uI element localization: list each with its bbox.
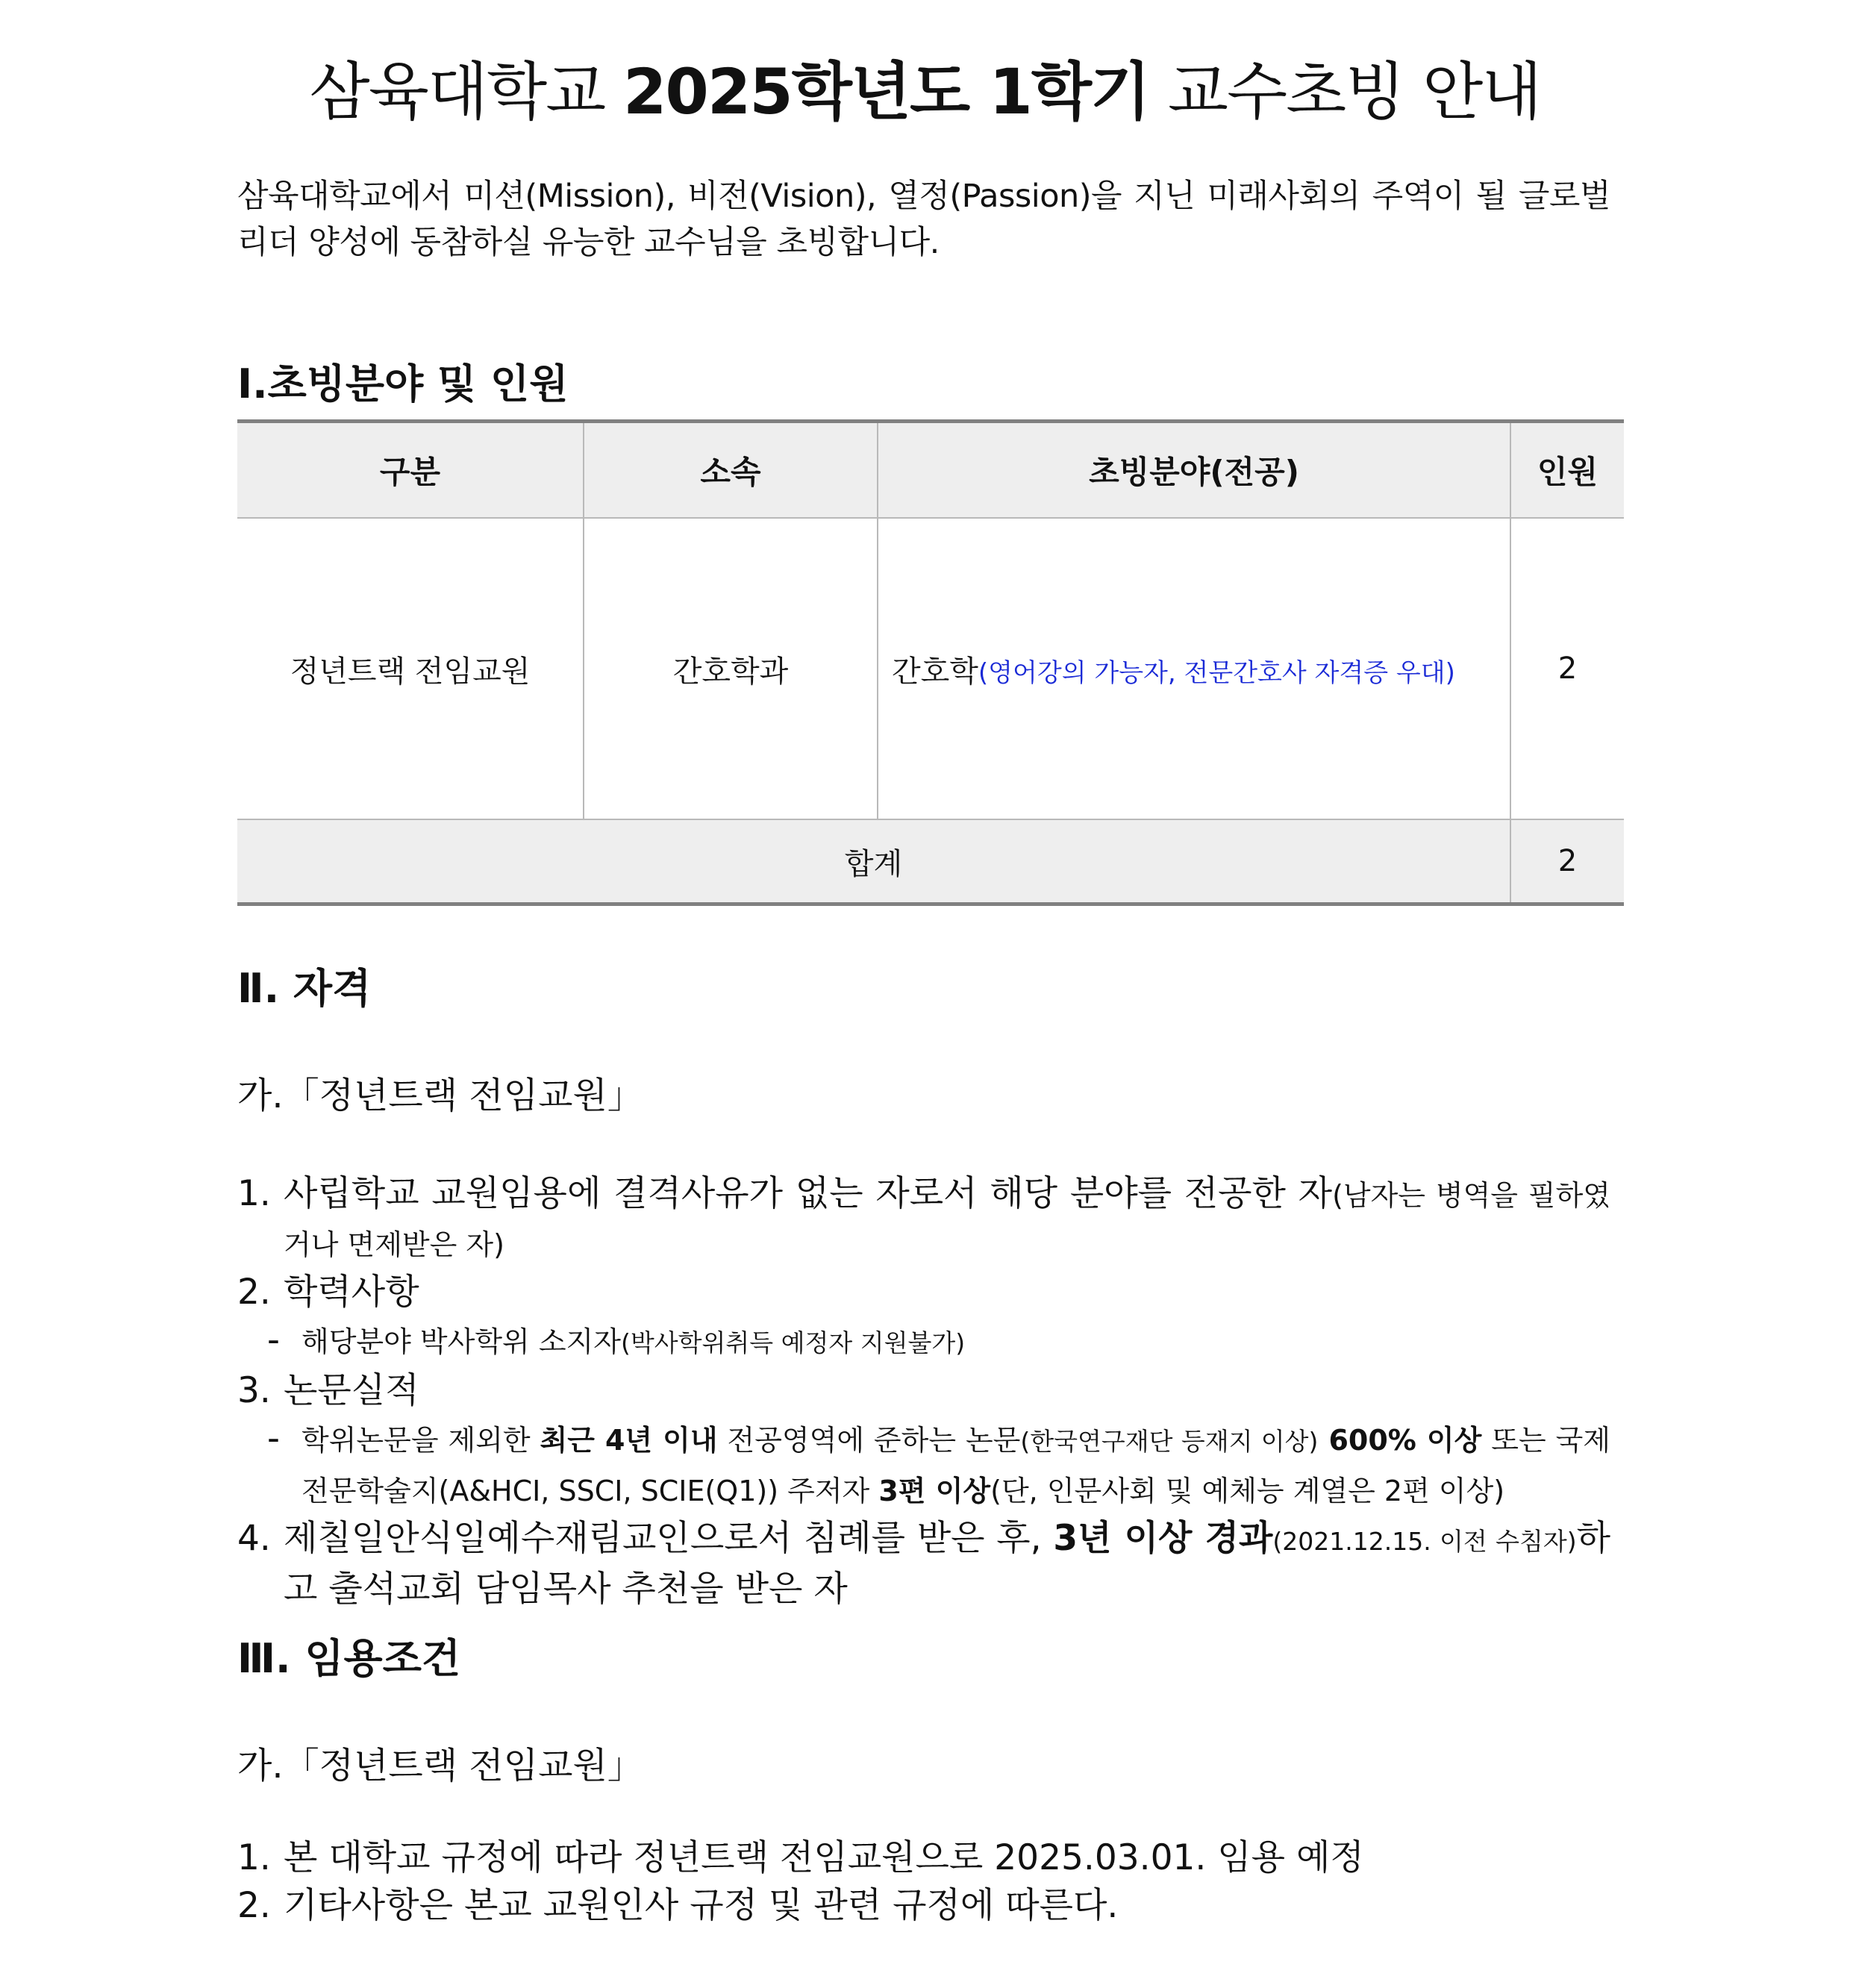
cell-count: 2 — [1510, 518, 1624, 819]
header-field: 초빙분야(전공) — [878, 422, 1510, 519]
list-subitem: - 학위논문을 제외한 최근 4년 이내 전공영역에 준하는 논문(한국연구재단 등재지 이상) 600% 이상 또는 국제전문학술지(A&HCI, SSCI, SCIE(Q1)) 주저자 3편 이상(단, 인문사회 및 예체능 계열은 2편 이상) — [267, 1418, 1610, 1507]
total-label: 합계 — [237, 819, 1510, 904]
field-main: 간호학 — [892, 654, 978, 689]
header-department: 소속 — [584, 422, 878, 519]
cell-department: 간호학과 — [584, 518, 878, 819]
list-subitem: - 해당분야 박사학위 소지자(박사학위취득 예정자 지원불가) — [267, 1319, 966, 1360]
list-item: 3. 논문실적 — [237, 1370, 419, 1411]
section-2-title: Ⅱ. 자격 — [237, 965, 372, 1012]
cell-field — [878, 518, 1510, 819]
section-1-title: Ⅰ.초빙분야 및 인원 — [237, 360, 569, 407]
list-item: 4. 제칠일안식일예수재림교인으로서 침례를 받은 후, 3년 이상 경과(2021.12.15. 이전 수침자)하고 출석교회 담임목사 추천을 받은 자 — [237, 1518, 1610, 1610]
intro-paragraph: 삼육대학교에서 미션(Mission), 비전(Vision), 열정(Passion)을 지닌 미래사회의 주역이 될 글로벌리더 양성에 동참하실 유능한 교수님을 초빙합니다. — [237, 178, 1610, 261]
field-note: (영어강의 가능자, 전문간호사 자격증 우대) — [978, 657, 1455, 688]
table-total-row — [237, 819, 1624, 904]
page-title — [0, 51, 1850, 133]
list-item: 1. 본 대학교 규정에 따라 정년트랙 전임교원으로 2025.03.01. 임용 예정 — [237, 1837, 1364, 1878]
list-item: 2. 기타사항은 본교 교원인사 규정 및 관련 규정에 따른다. — [237, 1885, 1119, 1926]
header-count: 인원 — [1510, 422, 1624, 519]
section-2-subtitle: 가.「정년트랙 전임교원」 — [237, 1075, 643, 1116]
title-suffix: 교수초빙 안내 — [1149, 55, 1541, 128]
table-row — [237, 518, 1624, 819]
qualification-list — [237, 1170, 1610, 1613]
table-header-row — [237, 422, 1624, 519]
header-category: 구분 — [237, 422, 584, 519]
recruitment-table — [237, 419, 1624, 906]
total-count: 2 — [1510, 819, 1624, 904]
cell-category: 정년트랙 전임교원 — [237, 518, 584, 819]
title-term: 2025학년도 1학기 — [622, 55, 1150, 128]
section-3-subtitle: 가.「정년트랙 전임교원」 — [237, 1745, 643, 1787]
section-3-title: Ⅲ. 임용조건 — [237, 1635, 461, 1682]
conditions-list — [237, 1834, 1610, 1930]
list-item: 2. 학력사항 — [237, 1272, 419, 1313]
list-item: 1. 사립학교 교원임용에 결격사유가 없는 자로서 해당 분야를 전공한 자(남자는 병역을 필하였거나 면제받은 자) — [237, 1173, 1610, 1261]
title-prefix: 삼육대학교 — [309, 55, 623, 128]
